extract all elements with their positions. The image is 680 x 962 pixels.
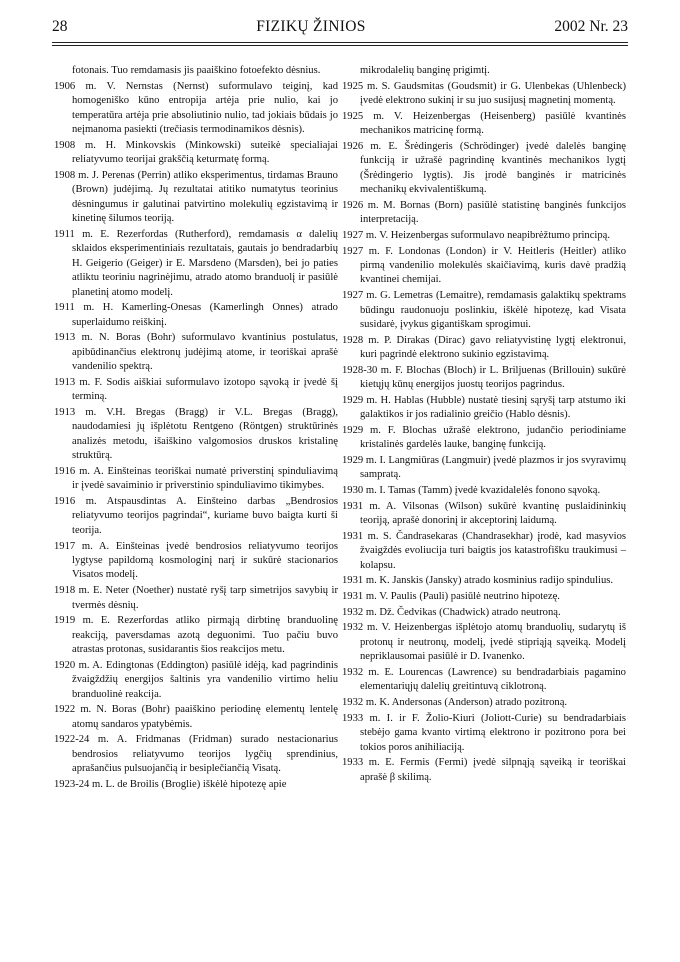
- timeline-entry: [54, 703, 338, 732]
- timeline-entry: [342, 394, 626, 423]
- entry-text: m. M. Bornas (Born) pasiūlė statistinę banginės funkcijos interpretaciją.: [360, 199, 626, 226]
- entry-year: 1911: [54, 228, 75, 240]
- entry-year: 1926: [342, 199, 364, 211]
- entry-text: m. A. Edingtonas (Eddington) pasiūlė idėją, kad pagrindinis žvaigždžių energijos šaltinis yra vandenilio virtimo heliu branduolinė reakcija.: [72, 659, 338, 700]
- entry-year: 1926: [342, 140, 364, 152]
- entry-text: m. E. Rezerfordas atliko pirmąją dirbtinę branduolinę reakciją, paversdamas azotą deguonimi. Tuo pačiu buvo atrastas protonas, susidarantis šios reakcijos metu.: [72, 615, 338, 656]
- timeline-entry: [342, 199, 626, 228]
- entry-text: m. F. Londonas (London) ir V. Heitleris (Heitler) atliko pirmą vandenilio molekulės skaičiavimą, kuris davė pradžią kvantinei chemijai.: [360, 245, 626, 286]
- entry-text: m. E. Neter (Noether) nustatė ryšį tarp simetrijos savybių ir tvermės dėsnių.: [72, 585, 338, 611]
- entry-year: 1931: [342, 500, 364, 512]
- entry-text: m. Dž. Čedvikas (Chadwick) atrado neutroną.: [365, 606, 561, 618]
- entry-text: m. N. Boras (Bohr) paaiškino periodinę elementų lentelę atomų sandaros ypatybėmis.: [72, 704, 338, 730]
- entry-year: 1913: [54, 332, 76, 344]
- entry-text: m. E. Rezerfordas (Rutherford), remdamasis α dalelių sklaidos eksperimentiniais rezultatais, gautais jo bendradarbių H. Geigerio (Geiger) ir E. Marsdeno (Marsden), bei jo paties atliktu teoriniu nagrinėjimu, atrado atomo branduolį ir pasiūlė planetinį atomo modelį.: [72, 228, 338, 298]
- entry-year: 1929: [342, 394, 364, 406]
- timeline-entry: [54, 614, 338, 657]
- timeline-entry: [342, 289, 626, 332]
- header-rule-top: [52, 42, 628, 43]
- entry-year: 1917: [54, 540, 76, 552]
- entry-year: 1927: [342, 290, 364, 302]
- entry-year: 1933: [342, 712, 364, 724]
- entry-text: m. L. de Broilis (Broglie) iškėlė hipotezę apie: [91, 778, 287, 790]
- entry-text: m. K. Andersonas (Anderson) atrado pozitroną.: [365, 696, 568, 708]
- timeline-entry: [342, 334, 626, 363]
- entry-text: m. I. ir F. Žolio-Kiuri (Joliott-Curie) su bendradarbiais stebėjo gama kvanto virtimą elektrono ir pozitrono pora bei tokios poros anihiliaciją.: [360, 712, 626, 753]
- entry-text: m. A. Einšteinas įvedė bendrosios reliatyvumo teorijos lygtyse papildomą kosmologinį narį ir sukūrė stacionarios Visatos modelį.: [72, 540, 338, 581]
- timeline-entry: [54, 584, 338, 613]
- timeline-entry: [54, 733, 338, 776]
- entry-year: 1923-24: [54, 778, 90, 790]
- entry-text: m. G. Lemetras (Lemaitre), remdamasis galaktikų spektrams būdingu raudonuoju poslinkiu, iškėlė hipotezę, kad Visata susidarė, įvykus gigantiškam sprogimui.: [360, 290, 626, 331]
- timeline-entry: [342, 424, 626, 453]
- entry-year: 1916: [54, 496, 76, 508]
- entry-text: m. J. Perenas (Perrin) atliko eksperimentus, tirdamas Brauno (Brown) judėjimą. Jų rezultatai atitiko numatytus teorinius dėsningumus ir galutinai patvirtino molekulių egzistavimą ir kinetinę šilumos teoriją.: [72, 169, 338, 225]
- entry-text: m. N. Boras (Bohr) suformulavo kvantinius postulatus, apibūdinančius elektronų judėjimą atome, ir teoriškai aprašė vandenilio spektrą.: [72, 332, 338, 373]
- timeline-entry: [342, 80, 626, 109]
- timeline-entry: [54, 778, 338, 792]
- entry-text: fotonais. Tuo remdamasis jis paaiškino fotoefekto dėsnius.: [72, 65, 321, 76]
- entry-text: m. E. Fermis (Fermi) įvedė silpnąją sąveiką ir teoriškai aprašė β skilimą.: [360, 757, 626, 783]
- entry-year: 1927: [342, 245, 364, 257]
- entry-year: 1928-30: [342, 364, 378, 376]
- timeline-entry: [342, 666, 626, 695]
- entry-text: m. H. Kamerling-Onesas (Kamerlingh Onnes) atrado superlaidumo reiškinį.: [72, 302, 338, 328]
- entry-text: m. F. Blochas (Bloch) ir L. Briljuenas (Brillouin) sukūrė kietųjų kūnų energijos juostų teorijos pagrindus.: [360, 364, 626, 391]
- entry-text: m. F. Sodis aiškiai suformulavo izotopo sąvoką ir įvedė šį terminą.: [72, 376, 338, 403]
- entry-year: 1931: [342, 575, 364, 587]
- entry-year: 1913: [54, 376, 76, 388]
- timeline-entry: [342, 530, 626, 573]
- timeline-entry: [342, 696, 626, 710]
- entry-year: 1933: [342, 757, 364, 769]
- entry-year: 1931: [342, 591, 364, 603]
- entry-text: m. I. Langmiūras (Langmuir) įvedė plazmos ir jos svyravimų sampratą.: [360, 455, 626, 481]
- timeline-entry: [342, 140, 626, 198]
- timeline-entry: [54, 80, 338, 138]
- entry-text: m. V.H. Bregas (Bragg) ir V.L. Bregas (Bragg), naudodamiesi jų išplėtotu Rentgeno (Röntgen) struktūrinės analizės metodu, išaiškino valgomosios druskos kristalinę struktūrą.: [72, 406, 338, 462]
- timeline-entry: [54, 465, 338, 494]
- entry-text: m. F. Blochas užrašė elektrono, judančio periodiniame kristalinės gardelės lauke, banginę funkciją.: [360, 424, 626, 451]
- header-rule-bottom: [52, 45, 628, 46]
- entry-text: m. A. Fridmanas (Fridman) surado nestacionarius bendrosios reliatyvumo teorijos lygčių sprendinius, aprašančius pulsuojančią ir besiplečiančią Visatą.: [72, 734, 338, 775]
- entry-year: 1908: [54, 139, 76, 151]
- entry-year: 1932: [342, 606, 364, 618]
- issue-label: 2002 Nr. 23: [554, 18, 628, 35]
- entry-text: m. Atspausdintas A. Einšteino darbas „Bendrosios reliatyvumo teorijos pagrindai“, kuriame buvo baigta kurti ši teorija.: [72, 496, 338, 536]
- entry-year: 1922-24: [54, 734, 90, 746]
- entry-text: m. H. Hablas (Hubble) nustatė tiesinį sąryšį tarp atstumo iki galaktikos ir jos radialinio greičio (Hablo dėsnis).: [360, 394, 626, 421]
- entry-text: m. V. Paulis (Pauli) pasiūlė neutrino hipotezę.: [365, 591, 560, 603]
- entry-text: m. H. Minkovskis (Minkowski) suteikė specialiajai reliatyvumo teorijai grakščią keturmatę formą.: [72, 139, 338, 166]
- entry-year: 1927: [342, 229, 364, 241]
- timeline-entry: [342, 64, 626, 78]
- entry-year: 1925: [342, 80, 364, 92]
- entry-text: m. S. Čandrasekaras (Chandrasekhar) įrodė, kad masyvios žvaigždės evoliucija turi baigtis jos katastrofišku traukimusi – kolapsu.: [360, 530, 626, 571]
- timeline-entry: [342, 110, 626, 139]
- entry-text: m. V. Heizenbergas išplėtojo atomų branduolių, sudarytų iš protonų ir neutronų, modelį, įvedė stipriąją sąveiką. Modelį nepriklausomai pasiūlė ir D. Ivanenko.: [360, 622, 627, 663]
- timeline-entry: [54, 301, 338, 330]
- timeline-entry: [342, 574, 626, 588]
- timeline-entry: [342, 484, 626, 498]
- timeline-entry: [54, 331, 338, 374]
- entry-year: 1928: [342, 334, 364, 346]
- entry-text: m. E. Šrėdingeris (Schrödinger) įvedė dalelės banginę funkciją ir užrašė pagrindinę kvantinės mechanikos lygtį (Šrėdingerio lygtis). Jis įrodė banginės ir matricinės mechanikų ekvivalentiškumą.: [360, 140, 626, 196]
- entry-year: 1930: [342, 485, 364, 497]
- timeline-entry: [54, 64, 338, 78]
- timeline-entry: [54, 659, 338, 702]
- timeline-entry: [54, 406, 338, 464]
- timeline-entry: [342, 454, 626, 483]
- entry-text: mikrodalelių banginę prigimtį.: [360, 65, 490, 76]
- entry-text: m. S. Gaudsmitas (Goudsmit) ir G. Ulenbekas (Uhlenbeck) įvedė elektrono sukinį ir su juo susijusį magnetinį momentą.: [360, 80, 626, 107]
- timeline-entry: [342, 229, 626, 243]
- entry-year: 1925: [342, 110, 364, 122]
- right-column: [342, 64, 626, 786]
- entry-year: 1906: [54, 80, 76, 92]
- entry-year: 1932: [342, 622, 364, 634]
- timeline-entry: [54, 169, 338, 227]
- page-header: [52, 18, 628, 40]
- timeline-entry: [342, 364, 626, 393]
- entry-text: m. A. Vilsonas (Wilson) sukūrė kvantinę puslaidininkių teoriją, aprašė donorinį ir akceptorinį laidumą.: [360, 500, 626, 527]
- timeline-entry: [342, 756, 626, 785]
- entry-text: m. P. Dirakas (Dirac) gavo reliatyvistinę lygtį elektronui, kuri pagrindė elektrono sukinio egzistavimą.: [360, 334, 626, 361]
- entry-text: m. I. Tamas (Tamm) įvedė kvazidalelės fonono sąvoką.: [365, 485, 601, 497]
- entry-year: 1918: [54, 585, 76, 597]
- entry-text: m. A. Einšteinas teoriškai numatė priverstinį spinduliavimą ir įvedė savaiminio ir priverstinio spinduliavimo tikimybes.: [72, 465, 338, 492]
- timeline-entry: [342, 500, 626, 529]
- entry-year: 1919: [54, 615, 76, 627]
- timeline-entry: [342, 712, 626, 755]
- timeline-entry: [54, 540, 338, 583]
- entry-text: m. V. Heizenbergas (Heisenberg) pasiūlė kvantinės mechanikos matricinę formą.: [360, 110, 626, 137]
- entry-year: 1931: [342, 530, 364, 542]
- entry-year: 1922: [54, 704, 76, 716]
- timeline-entry: [54, 495, 338, 538]
- page-number: 28: [52, 18, 68, 35]
- entry-year: 1929: [342, 455, 364, 467]
- entry-year: 1932: [342, 666, 364, 678]
- entry-text: m. K. Janskis (Jansky) atrado kosminius radijo spindulius.: [365, 575, 614, 587]
- timeline-entry: [342, 621, 626, 664]
- entry-text: m. V. Heizenbergas suformulavo neapibrėžtumo principą.: [365, 229, 611, 241]
- timeline-entry: [54, 139, 338, 168]
- timeline-entry: [342, 590, 626, 604]
- entry-year: 1913: [54, 406, 76, 418]
- entry-text: m. E. Lourencas (Lawrence) su bendradarbiais pagamino elementariųjų dalelių greitintuvą ciklotroną.: [360, 666, 626, 693]
- journal-title: FIZIKŲ ŽINIOS: [256, 18, 366, 35]
- entry-year: 1932: [342, 696, 364, 708]
- timeline-entry: [54, 376, 338, 405]
- entry-year: 1908: [54, 169, 76, 181]
- entry-year: 1916: [54, 465, 76, 477]
- timeline-entry: [342, 606, 626, 620]
- entry-year: 1920: [54, 659, 76, 671]
- entry-year: 1911: [54, 302, 75, 314]
- entry-text: m. V. Nernstas (Nernst) suformulavo teiginį, kad homogeniško kūno entropija artėja prie nulio, kai jo temperatūra artėja prie absoliutinio nulio, tad jokiais būdais jo neįmanoma pasiekti (trečiasis termodinamikos dėsnis).: [72, 80, 338, 135]
- timeline-entry: [342, 245, 626, 288]
- entry-year: 1929: [342, 424, 364, 436]
- timeline-entry: [54, 228, 338, 300]
- left-column: [54, 64, 338, 794]
